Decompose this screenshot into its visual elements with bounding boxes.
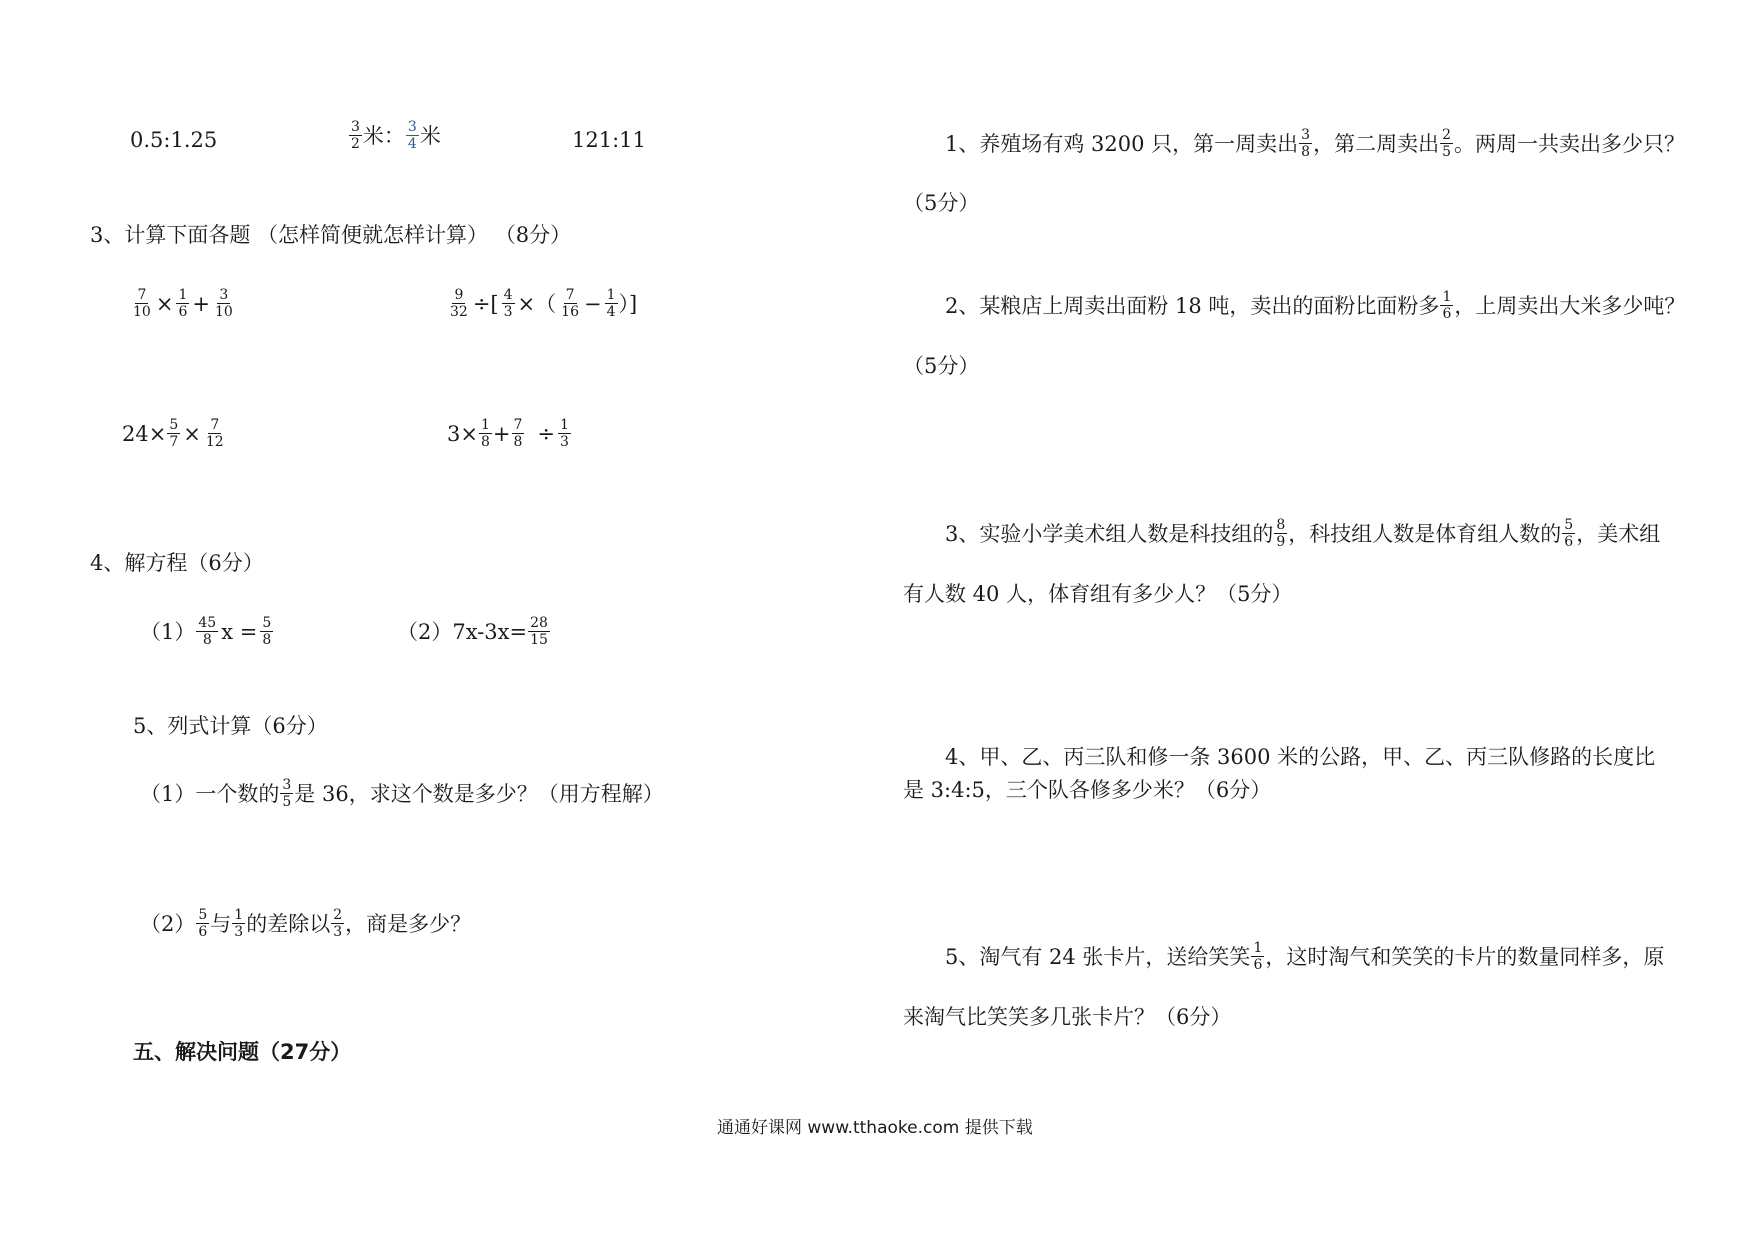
fraction: $\frac{4}{3}$ — [503, 287, 513, 320]
equation-2: （2）7x-3x= $\frac{28}{15}$ — [397, 615, 548, 648]
fraction: $\frac{7}{16}$ — [561, 287, 579, 320]
fraction: $\frac{7}{10}$ — [133, 287, 151, 320]
fraction: $\frac{28}{15}$ — [530, 615, 548, 648]
section-five-heading: 五、解决问题（27分） — [133, 1040, 352, 1064]
problem-5-line-1: 5、淘气有 24 张卡片，送给笑笑 $\frac{1}{6}$ ，这时淘气和笑笑的卡片的数量同样多，原 — [945, 940, 1665, 973]
fraction: $\frac{3}{10}$ — [214, 287, 233, 320]
unit-text: 米 — [419, 124, 441, 148]
unit-text: 米： — [362, 124, 405, 148]
fraction: $\frac{5}{8}$ — [262, 615, 272, 648]
fraction: $\frac{5}{7}$ — [169, 417, 179, 450]
calc-expression-4: 3× $\frac{1}{8}$ + $\frac{7}{8}$ ÷ $\frac{1}{3}$ — [447, 417, 569, 450]
section-5-heading: 5、列式计算（6分） — [133, 714, 328, 738]
problem-5-line-2: 来淘气比笑笑多几张卡片？（6分） — [903, 1005, 1232, 1029]
fraction: $\frac{1}{4}$ — [606, 287, 616, 320]
problem-4-line-1: 4、甲、乙、丙三队和修一条 3600 米的公路，甲、乙、丙三队修路的长度比 — [945, 745, 1656, 769]
calc-expression-2: $\frac{9}{32}$ ÷[ $\frac{4}{3}$ ×（ $\frac{7}{16}$ − $\frac{1}{4}$ ）] — [450, 287, 638, 320]
fraction: $\frac{1}{3}$ — [560, 417, 569, 450]
problem-4-line-2: 是 3:4:5，三个队各修多少米？（6分） — [903, 778, 1272, 802]
fraction: $\frac{3}{4}$ — [407, 119, 417, 152]
problem-1-score: （5分） — [903, 191, 980, 215]
fraction: $\frac{1}{3}$ — [234, 907, 244, 940]
fraction: $\frac{3}{2}$ — [351, 119, 360, 152]
fraction: $\frac{1}{6}$ — [1442, 289, 1452, 322]
fraction: $\frac{2}{3}$ — [333, 907, 343, 940]
ratio-text: 121:11 — [572, 128, 646, 152]
ratio-item-2 — [348, 119, 441, 153]
problem-3-line-1: 3、实验小学美术组人数是科技组的 $\frac{8}{9}$ ，科技组人数是体育组人数的 $\frac{5}{6}$ ，美术组 — [945, 517, 1661, 550]
fraction: $\frac{1}{6}$ — [178, 287, 188, 320]
ratio-text: 0.5:1.25 — [130, 128, 218, 152]
fraction: $\frac{45}{8}$ — [198, 615, 217, 648]
calc-expression-3: 24× $\frac{5}{7}$ × $\frac{7}{12}$ — [122, 417, 224, 450]
problem-3-line-2: 有人数 40 人，体育组有多少人？（5分） — [903, 582, 1293, 606]
fraction: $\frac{5}{6}$ — [1564, 517, 1574, 550]
fraction: $\frac{1}{8}$ — [480, 417, 490, 450]
problem-2-line-1: 2、某粮店上周卖出面粉 18 吨，卖出的面粉比面粉多 $\frac{1}{6}$ ，上周卖出大米多少吨？ — [945, 289, 1686, 322]
fraction: $\frac{5}{6}$ — [198, 907, 208, 940]
footer-text: 通通好课网 www.tthaoke.com 提供下载 — [717, 1118, 1033, 1138]
list-calc-question-2: （2） $\frac{5}{6}$ 与 $\frac{1}{3}$ 的差除以 $\frac{2}{3}$ ，商是多少？ — [140, 907, 472, 940]
fraction: $\frac{7}{12}$ — [205, 417, 224, 450]
problem-2-score: （5分） — [903, 354, 980, 378]
fraction: $\frac{7}{8}$ — [513, 417, 523, 450]
fraction: $\frac{3}{5}$ — [282, 777, 292, 810]
ratio-item-3 — [572, 130, 646, 151]
list-calc-question-1: （1）一个数的 $\frac{3}{5}$ 是 36，求这个数是多少？（用方程解） — [140, 777, 664, 810]
problem-1-line-1: 1、养殖场有鸡 3200 只，第一周卖出 $\frac{3}{8}$ ，第二周卖出 $\frac{2}{5}$ 。两周一共卖出多少只？ — [945, 127, 1685, 160]
fraction: $\frac{2}{5}$ — [1442, 127, 1451, 160]
fraction: $\frac{3}{8}$ — [1301, 127, 1311, 160]
section-3-heading: 3、计算下面各题 （怎样简便就怎样计算） （8分） — [90, 223, 572, 247]
equation-1: （1） $\frac{45}{8}$ x = $\frac{5}{8}$ — [140, 615, 272, 648]
ratio-item-1 — [130, 130, 217, 151]
fraction: $\frac{8}{9}$ — [1276, 517, 1286, 550]
fraction: $\frac{9}{32}$ — [450, 287, 468, 320]
fraction: $\frac{1}{6}$ — [1253, 940, 1263, 973]
section-4-heading: 4、解方程（6分） — [90, 551, 264, 575]
calc-expression-1: $\frac{7}{10}$ × $\frac{1}{6}$ + $\frac{3}{10}$ — [133, 287, 233, 320]
